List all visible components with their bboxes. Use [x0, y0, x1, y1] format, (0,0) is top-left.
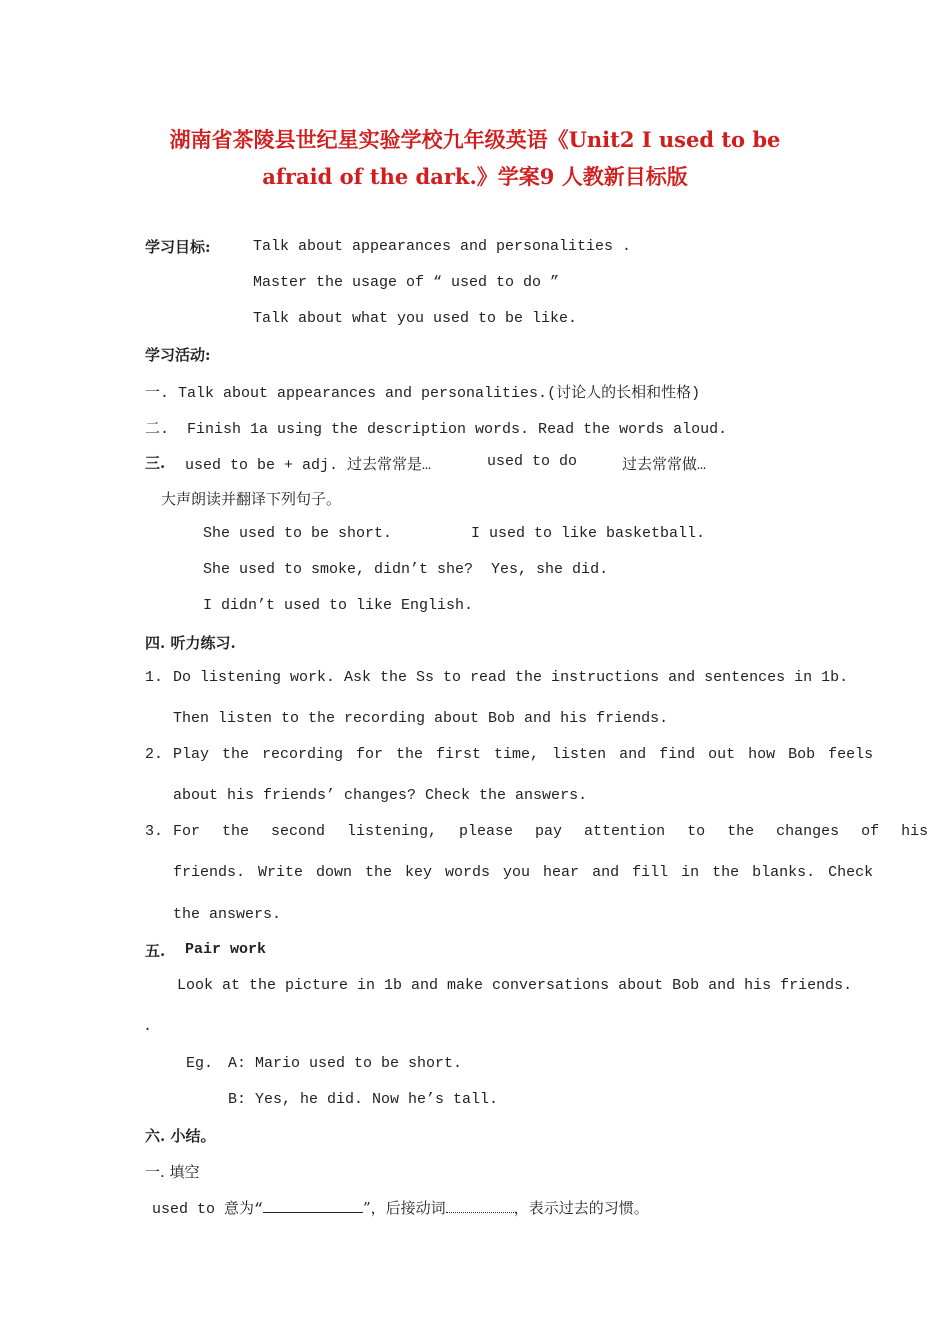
list-item-text: Play the recording for the first time, listen and find out how Bob feels [173, 746, 874, 763]
activity-three-c: 过去常常做… [622, 457, 707, 474]
example-label: Eg. [186, 1055, 214, 1072]
objective-item: Talk about what you used to be like. [253, 310, 578, 327]
list-item-text: friends. Write down the key words you hear and fill in the blanks. Check [173, 864, 874, 881]
activity-three-num: 三. [145, 454, 166, 472]
list-item-text: For the second listening, please pay attention to the changes of his [173, 823, 929, 840]
activity-one: 一. Talk about appearances and personalities.(讨论人的长相和性格) [145, 385, 701, 402]
list-item-text: the answers. [173, 906, 282, 923]
fill-text: ”，后接动词 [363, 1199, 446, 1217]
list-item-number: 3. [145, 823, 164, 840]
answer-blank[interactable] [446, 1198, 514, 1213]
objective-item: Talk about appearances and personalities . [253, 238, 632, 255]
fill-blank-label: 一. 填空 [145, 1163, 200, 1181]
list-item-number: 2. [145, 746, 164, 763]
activity-three-b: used to do [487, 453, 578, 470]
fill-blank-sentence [152, 1197, 649, 1218]
page-title-line2: afraid of the dark.》学案9 人教新目标版 [262, 164, 688, 189]
read-aloud-instruction: 大声朗读并翻译下列句子。 [161, 490, 342, 508]
list-item-text: Then listen to the recording about Bob and his friends. [173, 710, 669, 727]
summary-heading: 六. 小结。 [145, 1127, 216, 1145]
list-item-text: about his friends’ changes? Check the answers. [173, 787, 588, 804]
fill-text: used to 意为“ [152, 1201, 264, 1218]
pair-work-heading: Pair work [185, 941, 267, 958]
objectives-label: 学习目标: [145, 238, 211, 256]
dialogue-line-b: B: Yes, he did. Now he’s tall. [228, 1091, 499, 1108]
list-item-text: Do listening work. Ask the Ss to read the instructions and sentences in 1b. [173, 669, 849, 686]
example-sentence: She used to be short. [203, 525, 393, 542]
listening-heading: 四. 听力练习. [145, 634, 236, 652]
pair-work-period: . [143, 1018, 153, 1035]
example-sentence: I didn’t used to like English. [203, 597, 474, 614]
page-title-line1: 湖南省茶陵县世纪星实验学校九年级英语《Unit2 I used to be [169, 127, 781, 152]
activity-two: 二. Finish 1a using the description words. Read the words aloud. [145, 421, 728, 438]
objective-item: Master the usage of “ used to do ” [253, 274, 560, 291]
answer-blank[interactable] [263, 1198, 363, 1213]
activity-three-a: used to be + adj. 过去常常是… [185, 457, 432, 474]
activities-label: 学习活动: [145, 346, 211, 364]
dialogue-line-a: A: Mario used to be short. [228, 1055, 463, 1072]
example-sentence: I used to like basketball. [471, 525, 706, 542]
list-item-number: 1. [145, 669, 164, 686]
example-sentence: She used to smoke, didn’t she? Yes, she did. [203, 561, 609, 578]
pair-work-num: 五. [145, 942, 166, 960]
fill-text: ，表示过去的习惯。 [513, 1199, 649, 1217]
pair-work-text: Look at the picture in 1b and make conversations about Bob and his friends. [177, 977, 853, 994]
